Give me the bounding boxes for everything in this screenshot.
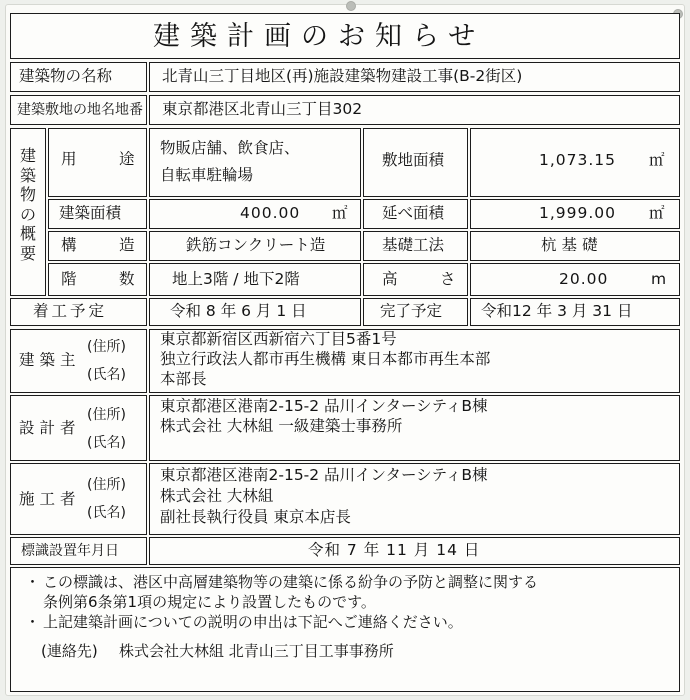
site-address-value: 東京都港区北青山三丁目302 <box>162 100 363 118</box>
end-value: 令和12 年 3 月 31 日 <box>481 302 633 320</box>
building-name-label: 建築物の名称 <box>19 67 113 85</box>
note2-line1: 上記建築計画についての説明の申出は下記へご連絡ください。 <box>43 613 463 631</box>
owner-line1: 東京都新宿区西新宿六丁目5番1号 <box>160 330 397 348</box>
end-value-cell <box>470 298 680 326</box>
structure-label-cell <box>48 231 147 261</box>
building-area-value-cell <box>149 199 361 229</box>
sign-date-value-cell <box>149 537 680 565</box>
start-label: 着工予定 <box>33 302 108 320</box>
notes-box <box>10 567 680 692</box>
use-label-b: 途 <box>119 150 135 168</box>
contact-tag: (連絡先) <box>41 642 98 660</box>
end-label-cell <box>363 298 468 326</box>
contractor-line3: 副社長執行役員 東京本店長 <box>160 508 351 526</box>
building-area-label-cell <box>48 199 147 229</box>
floors-label-a: 階 <box>61 270 77 288</box>
structure-label-b: 造 <box>119 236 135 254</box>
floors-value-cell <box>149 263 361 296</box>
floors-value: 地上3階 / 地下2階 <box>172 270 300 288</box>
floors-label-cell <box>48 263 147 296</box>
total-floor-area-label-cell <box>363 199 468 229</box>
floors-label-b: 数 <box>119 270 135 288</box>
contractor-line1: 東京都港区港南2-15-2 品川インターシティB棟 <box>160 466 488 484</box>
height-label-b: さ <box>440 270 456 288</box>
top-screw <box>347 2 355 10</box>
overview-side-label: 建築物の概要 <box>19 146 36 263</box>
foundation-value: 杭基礎 <box>541 236 603 254</box>
designer-line2: 株式会社 大林組 一級建築士事務所 <box>160 417 403 435</box>
height-label-cell <box>363 263 468 296</box>
contractor-label: 施工者 <box>19 490 81 508</box>
site-area-label-cell <box>363 128 468 197</box>
designer-addr-tag: (住所) <box>87 407 126 423</box>
use-value-cell <box>149 128 361 197</box>
sign-date-label: 標識設置年月日 <box>21 543 119 559</box>
designer-line1: 東京都港区港南2-15-2 品川インターシティB棟 <box>160 397 488 415</box>
height-label-a: 高 <box>382 270 398 288</box>
site-address-label: 建築敷地の地名地番 <box>17 102 143 118</box>
owner-label: 建築主 <box>19 351 81 369</box>
total-floor-area-value-cell <box>470 199 680 229</box>
use-label-a: 用 <box>61 150 77 168</box>
designer-label: 設計者 <box>19 419 81 437</box>
owner-line3: 本部長 <box>160 370 207 388</box>
foundation-label-cell <box>363 231 468 261</box>
note1-bullet: ・ <box>25 573 41 591</box>
start-value-cell <box>149 298 361 326</box>
owner-name-tag: (氏名) <box>87 367 126 383</box>
owner-label-cell <box>10 329 147 393</box>
site-area-label: 敷地面積 <box>382 151 445 169</box>
owner-value-cell <box>149 329 680 393</box>
use-label-cell <box>48 128 147 197</box>
building-name-value-cell <box>149 62 680 92</box>
sign-date-label-cell <box>10 537 147 565</box>
height-value: 20.00 <box>559 270 609 288</box>
contact-value: 株式会社大林組 北青山三丁目工事事務所 <box>119 642 394 660</box>
total-floor-area-unit: ㎡ <box>649 204 665 222</box>
sign-date-value: 令和 7 年 11 月 14 日 <box>308 541 481 559</box>
contractor-line2: 株式会社 大林組 <box>160 487 274 505</box>
contractor-name-tag: (氏名) <box>87 505 126 521</box>
building-name-label-cell <box>10 62 147 92</box>
start-label-cell <box>10 298 147 326</box>
structure-value: 鉄筋コンクリート造 <box>186 236 326 254</box>
structure-label-a: 構 <box>61 236 77 254</box>
contractor-addr-tag: (住所) <box>87 477 126 493</box>
page-title: 建築計画のお知らせ <box>153 21 486 52</box>
site-address-value-cell <box>149 95 680 125</box>
note2-bullet: ・ <box>25 613 41 631</box>
height-value-cell <box>470 263 680 296</box>
building-area-value: 400.00 <box>240 204 301 222</box>
building-name-value: 北青山三丁目地区(再)施設建築物建設工事(B-2街区) <box>162 67 523 85</box>
note1-line2: 条例第6条第1項の規定により設置したものです。 <box>43 593 376 611</box>
use-value-line2: 自転車駐輪場 <box>160 166 254 184</box>
end-label: 完了予定 <box>380 302 443 320</box>
height-unit: m <box>651 270 667 288</box>
contractor-value-cell <box>149 463 680 535</box>
use-value-line1: 物販店舗、飲食店、 <box>160 139 300 157</box>
site-area-value-cell <box>470 128 680 197</box>
building-area-unit: ㎡ <box>332 204 348 222</box>
designer-name-tag: (氏名) <box>87 435 126 451</box>
total-floor-area-value: 1,999.00 <box>539 204 617 222</box>
note1-line1: この標識は、港区中高層建築物等の建築に係る紛争の予防と調整に関する <box>43 573 539 591</box>
foundation-value-cell <box>470 231 680 261</box>
designer-value-cell <box>149 395 680 461</box>
total-floor-area-label: 延べ面積 <box>382 204 445 222</box>
start-value: 令和 8 年 6 月 1 日 <box>170 302 307 320</box>
overview-side-cell <box>10 128 46 296</box>
foundation-label: 基礎工法 <box>382 236 445 254</box>
contractor-label-cell <box>10 463 147 535</box>
owner-line2: 独立行政法人都市再生機構 東日本都市再生本部 <box>160 350 491 368</box>
title-box <box>10 13 680 59</box>
site-address-label-cell <box>10 95 147 125</box>
site-area-value: 1,073.15 <box>539 151 617 169</box>
building-area-label: 建築面積 <box>59 204 122 222</box>
structure-value-cell <box>149 231 361 261</box>
designer-label-cell <box>10 395 147 461</box>
owner-addr-tag: (住所) <box>87 339 126 355</box>
site-area-unit: ㎡ <box>649 151 665 169</box>
